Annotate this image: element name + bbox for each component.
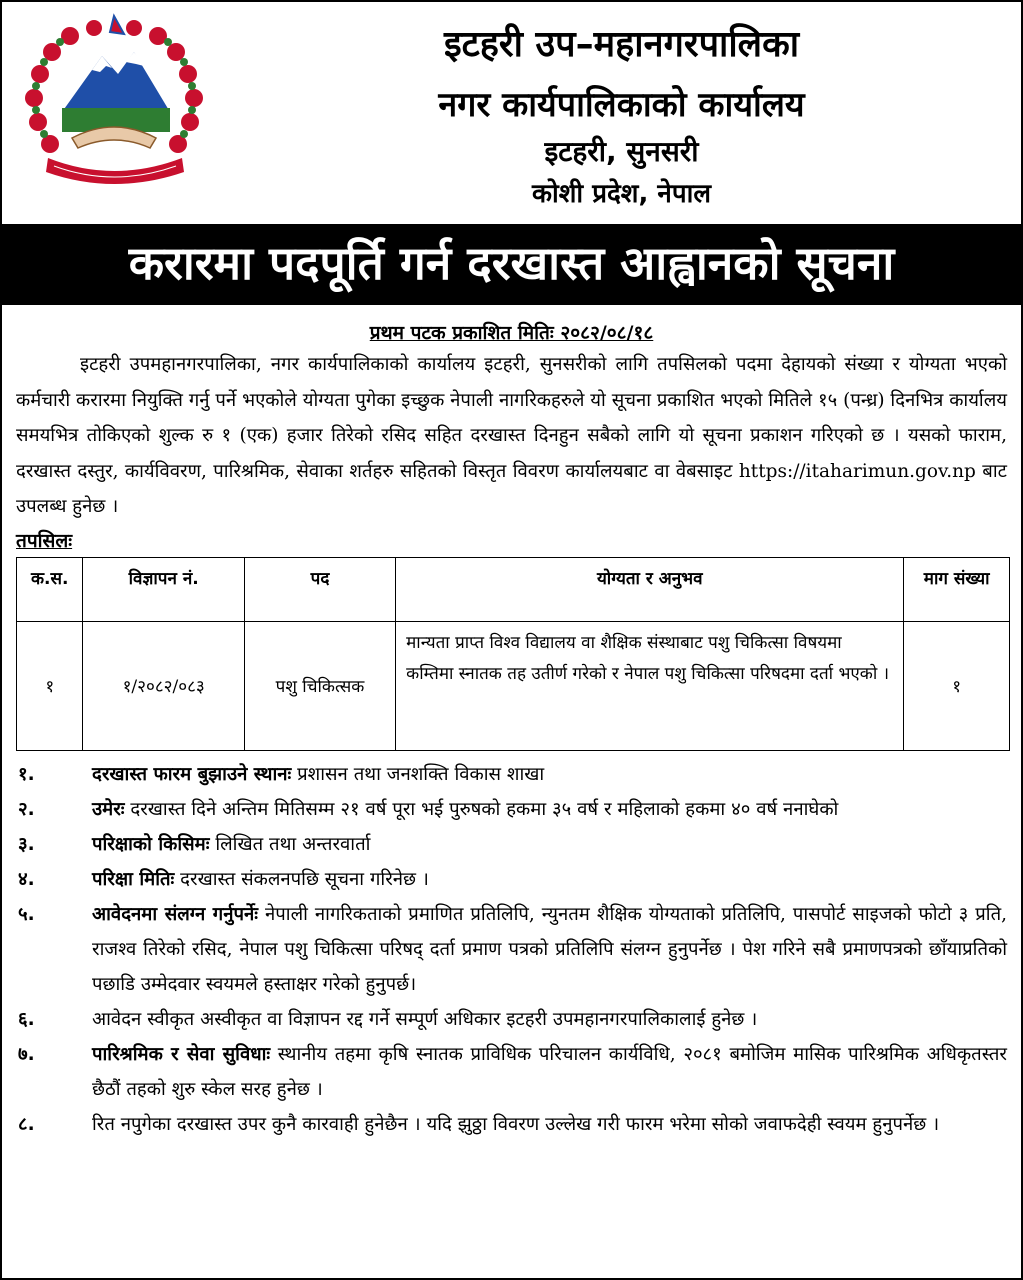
list-item: ५. आवेदनमा संलग्न गर्नुपर्नेः नेपाली नागरिकताको प्रमाणित प्रतिलिपि, न्युनतम शैक्षिक योग्यताको प्रतिलिपि, पासपोर्ट साइजको फोटो ३ प्रति, राजश्व तिरेको रसिद, नेपाल पशु चिकित्सा परिषद् दर्ता प्रमाण पत्रको प्रतिलिपि संलग्न हुनुपर्नेछ । पेश गरिने सबै प्रमाणपत्रको छाँयाप्रतिको पछाडि उम्मेदवार स्वयमले हस्ताक्षर गरेको हुनुपर्छ। [18,903,1008,995]
list-item: ३. परिक्षाको किसिमः लिखित तथा अन्तरवार्ता [18,833,371,855]
nepal-emblem-icon [14,12,218,192]
office-name: नगर कार्यपालिकाको कार्यालय [438,85,805,125]
office-province: कोशी प्रदेश, नेपाल [532,179,711,209]
intro-paragraph: इटहरी उपमहानगरपालिका, नगर कार्यपालिकाको कार्यालय इटहरी, सुनसरीको लागि तपसिलको पदमा देहायको संख्या र योग्यता भएको कर्मचारी करारमा नियुक्ति गर्नु पर्ने भएकोले योग्यता पुगेका इच्छुक नेपाली नागरिकहरुले यो सूचना प्रकाशित भएको मितिले १५ (पन्ध्र) दिनभित्र कार्यालय समयभित्र तोकिएको शुल्क रु १ (एक) हजार तिरेको रसिद सहित दरखास्त दिनहुन सबैको लागि यो सूचना प्रकाशन गरिएको छ । यसको फाराम, दरखास्त दस्तुर, कार्यविवरण, पारिश्रमिक, सेवाका शर्तहरु सहितको विस्तृत विवरण कार्यालयबाट वा वेबसाइट https://itaharimun.gov.np बाट उपलब्ध हुनेछ । [16,354,1007,517]
letterhead [2,2,1021,227]
list-item: ४. परिक्षा मितिः दरखास्त संकलनपछि सूचना गरिनेछ । [18,868,429,890]
cell-qualification: मान्यता प्राप्त विश्व विद्यालय वा शैक्षिक संस्थाबाट पशु चिकित्सा विषयमा कम्तिमा स्नातक तह उतीर्ण गरेको र नेपाल पशु चिकित्सा परिषदमा दर्ता भएको । [396,621,904,750]
col-qualification-header: योग्यता र अनुभव [396,557,904,621]
cell-sn: १ [17,621,83,750]
org-name: इटहरी उप–महानगरपालिका [443,24,800,65]
vacancy-table [16,557,1010,751]
notice-title-banner: करारमा पदपूर्ति गर्न दरखास्त आह्वानको सूचना [2,227,1021,305]
details-heading: तपसिलः [16,529,73,552]
table-row [17,621,1010,750]
publication-date: प्रथम पटक प्रकाशित मितिः २०८२/०८/१८ [369,322,654,344]
cell-demand: १ [904,621,1010,750]
list-item: १. दरखास्त फारम बुझाउने स्थानः प्रशासन तथा जनशक्ति विकास शाखा [18,763,545,785]
table-header-row [17,557,1010,621]
list-item: ८. रित नपुगेका दरखास्त उपर कुनै कारवाही हुनेछैन । यदि झुठ्ठा विवरण उल्लेख गरी फारम भरेमा सोको जवाफदेही स्वयम हुनुपर्नेछ । [18,1113,940,1135]
col-ad-no-header: विज्ञापन नं. [83,557,244,621]
col-post-header: पद [244,557,395,621]
col-sn-header: क.स. [17,557,83,621]
cell-ad-no: १/२०८२/०८३ [83,621,244,750]
notice-body [2,319,1021,1142]
terms-list [16,757,1007,1142]
list-item: २. उमेरः दरखास्त दिने अन्तिम मितिसम्म २१ वर्ष पूरा भई पुरुषको हकमा ३५ वर्ष र महिलाको हकमा ४० वर्ष ननाघेको [18,798,839,820]
list-item: ७. पारिश्रमिक र सेवा सुविधाः स्थानीय तहमा कृषि स्नातक प्राविधिक परिचालन कार्यविधि, २०८१ बमोजिम मासिक पारिश्रमिक अधिकृतस्तर छैठौं तहको शुरु स्केल सरह हुनेछ । [18,1043,1008,1100]
list-item: ६. आवेदन स्वीकृत अस्वीकृत वा विज्ञापन रद्द गर्ने सम्पूर्ण अधिकार इटहरी उपमहानगरपालिकालाई हुनेछ । [18,1008,758,1030]
office-location: इटहरी, सुनसरी [544,135,699,168]
cell-post: पशु चिकित्सक [244,621,395,750]
col-demand-header: माग संख्या [904,557,1010,621]
